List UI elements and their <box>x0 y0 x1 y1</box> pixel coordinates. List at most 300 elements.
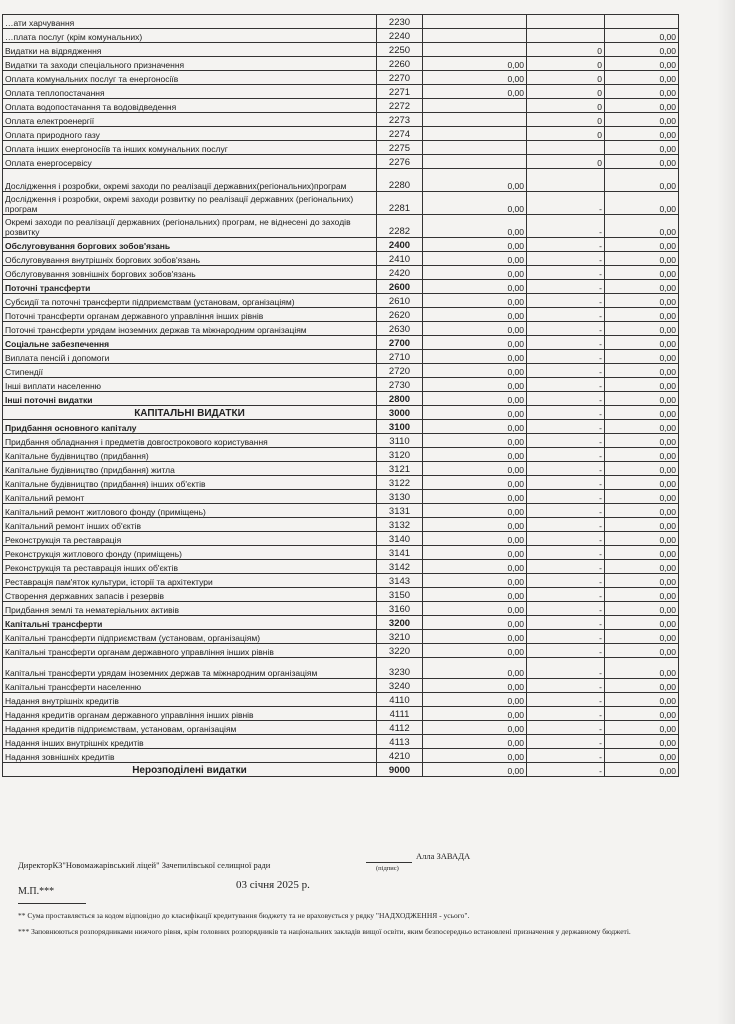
row-name-cell: Стипендії <box>3 364 377 378</box>
row-value-col2: 0,00 <box>423 252 527 266</box>
row-value-col4: 0,00 <box>605 434 679 448</box>
row-value-col2: 0,00 <box>423 448 527 462</box>
row-value-col4: 0,00 <box>605 127 679 141</box>
row-value-col3: - <box>527 392 605 406</box>
table-row <box>3 15 679 29</box>
budget-table-body <box>3 15 679 777</box>
row-value-col4: 0,00 <box>605 378 679 392</box>
row-value-col4: 0,00 <box>605 71 679 85</box>
row-name-cell: Соціальне забезпечення <box>3 336 377 350</box>
row-code-cell: 2630 <box>377 322 423 336</box>
row-code-cell: 4111 <box>377 707 423 721</box>
row-code-cell: 9000 <box>377 763 423 777</box>
row-name-cell: Надання кредитів підприємствам, установам, організаціям <box>3 721 377 735</box>
row-value-col3: - <box>527 735 605 749</box>
row-value-col3: - <box>527 560 605 574</box>
row-value-col2: 0,00 <box>423 546 527 560</box>
row-value-col3: 0 <box>527 57 605 71</box>
row-value-col4: 0,00 <box>605 504 679 518</box>
row-value-col3: 0 <box>527 155 605 169</box>
row-name-cell: Надання кредитів органам державного управління інших рівнів <box>3 707 377 721</box>
row-value-col2: 0,00 <box>423 406 527 420</box>
row-name-cell: Дослідження і розробки, окремі заходи розвитку по реалізації державних (регіональних) програм <box>3 192 377 215</box>
row-code-cell: 2270 <box>377 71 423 85</box>
row-value-col3: - <box>527 658 605 679</box>
row-code-cell: 2620 <box>377 308 423 322</box>
row-code-cell: 3140 <box>377 532 423 546</box>
row-value-col2: 0,00 <box>423 602 527 616</box>
table-row <box>3 588 679 602</box>
row-name-cell: Оплата водопостачання та водовідведення <box>3 99 377 113</box>
row-code-cell: 3142 <box>377 560 423 574</box>
row-value-col3: - <box>527 434 605 448</box>
row-code-cell: 3121 <box>377 462 423 476</box>
row-name-cell: Оплата енергосервісу <box>3 155 377 169</box>
row-name-cell: Оплата інших енергоносіїв та інших комунальних послуг <box>3 141 377 155</box>
row-value-col4: 0,00 <box>605 322 679 336</box>
row-value-col2: 0,00 <box>423 504 527 518</box>
row-value-col4: 0,00 <box>605 252 679 266</box>
row-value-col3: - <box>527 616 605 630</box>
row-name-cell: Субсидії та поточні трансферти підприємствам (установам, організаціям) <box>3 294 377 308</box>
page-shadow <box>717 0 735 1024</box>
row-value-col3: 0 <box>527 43 605 57</box>
table-row <box>3 658 679 679</box>
row-value-col3 <box>527 169 605 192</box>
table-row <box>3 85 679 99</box>
table-row <box>3 574 679 588</box>
row-name-cell: Реконструкція житлового фонду (приміщень) <box>3 546 377 560</box>
table-row <box>3 364 679 378</box>
row-name-cell: Капітальне будівництво (придбання) житла <box>3 462 377 476</box>
row-value-col4: 0,00 <box>605 679 679 693</box>
row-name-cell: Видатки та заходи спеціального призначення <box>3 57 377 71</box>
row-value-col2: 0,00 <box>423 280 527 294</box>
row-value-col2: 0,00 <box>423 532 527 546</box>
row-value-col3: - <box>527 280 605 294</box>
row-value-col2: 0,00 <box>423 560 527 574</box>
row-code-cell: 3122 <box>377 476 423 490</box>
row-value-col2: 0,00 <box>423 294 527 308</box>
table-row <box>3 679 679 693</box>
row-value-col4: 0,00 <box>605 364 679 378</box>
row-code-cell: 4110 <box>377 693 423 707</box>
row-name-cell: Видатки на відрядження <box>3 43 377 57</box>
row-value-col3: - <box>527 546 605 560</box>
signatory-name: Алла ЗАВАДА <box>416 851 471 861</box>
table-row <box>3 546 679 560</box>
row-value-col4: 0,00 <box>605 735 679 749</box>
director-line: ДиректорКЗ"Новомажарівський ліцей" Зачепилівської селищної ради <box>18 860 271 870</box>
row-value-col4: 0,00 <box>605 693 679 707</box>
row-value-col4: 0,00 <box>605 574 679 588</box>
row-value-col4: 0,00 <box>605 560 679 574</box>
table-row <box>3 266 679 280</box>
table-row <box>3 322 679 336</box>
row-value-col2: 0,00 <box>423 85 527 99</box>
row-value-col3: 0 <box>527 85 605 99</box>
table-row <box>3 476 679 490</box>
table-row <box>3 735 679 749</box>
row-value-col2: 0,00 <box>423 192 527 215</box>
row-value-col3: - <box>527 238 605 252</box>
row-value-col4: 0,00 <box>605 57 679 71</box>
row-name-cell: Придбання обладнання і предметів довгострокового користування <box>3 434 377 448</box>
row-code-cell: 2800 <box>377 392 423 406</box>
row-value-col2: 0,00 <box>423 476 527 490</box>
row-value-col2: 0,00 <box>423 364 527 378</box>
row-name-cell: Надання зовнішніх кредитів <box>3 749 377 763</box>
row-value-col3: - <box>527 406 605 420</box>
row-value-col4: 0,00 <box>605 238 679 252</box>
row-value-col3: - <box>527 364 605 378</box>
row-code-cell: 3240 <box>377 679 423 693</box>
row-value-col2: 0,00 <box>423 763 527 777</box>
table-row <box>3 434 679 448</box>
row-value-col3: - <box>527 693 605 707</box>
table-row <box>3 763 679 777</box>
row-code-cell: 2230 <box>377 15 423 29</box>
row-value-col3: - <box>527 532 605 546</box>
row-code-cell: 4113 <box>377 735 423 749</box>
row-value-col4: 0,00 <box>605 616 679 630</box>
table-row <box>3 630 679 644</box>
row-value-col2: 0,00 <box>423 322 527 336</box>
row-code-cell: 2710 <box>377 350 423 364</box>
row-name-cell: Капітальні трансферти підприємствам (установам, організаціям) <box>3 630 377 644</box>
row-value-col4: 0,00 <box>605 602 679 616</box>
table-row <box>3 518 679 532</box>
row-name-cell: Поточні трансферти урядам іноземних держав та міжнародним організаціям <box>3 322 377 336</box>
row-name-cell: Оплата комунальних послуг та енергоносіїв <box>3 71 377 85</box>
table-row <box>3 336 679 350</box>
row-value-col4: 0,00 <box>605 99 679 113</box>
row-value-col4: 0,00 <box>605 294 679 308</box>
row-value-col3: - <box>527 448 605 462</box>
row-code-cell: 2273 <box>377 113 423 127</box>
row-value-col2: 0,00 <box>423 490 527 504</box>
table-row <box>3 406 679 420</box>
row-value-col3: - <box>527 518 605 532</box>
row-value-col2: 0,00 <box>423 350 527 364</box>
row-value-col3: - <box>527 749 605 763</box>
row-value-col2: 0,00 <box>423 630 527 644</box>
table-row <box>3 113 679 127</box>
row-name-cell: Капітальні трансферти населенню <box>3 679 377 693</box>
row-code-cell: 2600 <box>377 280 423 294</box>
row-name-cell: Нерозподілені видатки <box>3 763 377 777</box>
table-row <box>3 57 679 71</box>
row-value-col3 <box>527 141 605 155</box>
row-code-cell: 2250 <box>377 43 423 57</box>
row-code-cell: 2275 <box>377 141 423 155</box>
row-value-col3: - <box>527 707 605 721</box>
row-value-col3: 0 <box>527 71 605 85</box>
row-name-cell: Оплата електроенергії <box>3 113 377 127</box>
row-value-col3: - <box>527 322 605 336</box>
row-value-col3: - <box>527 462 605 476</box>
row-value-col4: 0,00 <box>605 215 679 238</box>
row-value-col2: 0,00 <box>423 749 527 763</box>
table-row <box>3 252 679 266</box>
row-name-cell: Інші поточні видатки <box>3 392 377 406</box>
row-value-col4: 0,00 <box>605 406 679 420</box>
row-value-col3: - <box>527 504 605 518</box>
row-name-cell: Поточні трансферти органам державного управління інших рівнів <box>3 308 377 322</box>
table-row <box>3 43 679 57</box>
row-name-cell: Придбання землі та нематеріальних активів <box>3 602 377 616</box>
row-code-cell: 2271 <box>377 85 423 99</box>
table-row <box>3 448 679 462</box>
row-value-col4: 0,00 <box>605 763 679 777</box>
footnote-1: ** Сума проставляється за кодом відповідно до класифікації кредитування бюджету та не враховується у рядку "НАДХОДЖЕННЯ - усього". <box>18 911 470 920</box>
row-name-cell: Капітальні трансферти урядам іноземних держав та міжнародним організаціям <box>3 658 377 679</box>
row-name-cell: Реконструкція та реставрація <box>3 532 377 546</box>
table-row <box>3 749 679 763</box>
row-value-col3: - <box>527 476 605 490</box>
row-value-col3 <box>527 29 605 43</box>
row-value-col3: - <box>527 574 605 588</box>
row-code-cell: 2280 <box>377 169 423 192</box>
row-value-col4: 0,00 <box>605 43 679 57</box>
table-row <box>3 169 679 192</box>
row-value-col3: - <box>527 602 605 616</box>
row-value-col3: - <box>527 266 605 280</box>
row-value-col4: 0,00 <box>605 644 679 658</box>
row-value-col4: 0,00 <box>605 462 679 476</box>
table-row <box>3 71 679 85</box>
row-value-col4: 0,00 <box>605 448 679 462</box>
row-value-col4: 0,00 <box>605 749 679 763</box>
table-row <box>3 192 679 215</box>
row-value-col2: 0,00 <box>423 434 527 448</box>
row-code-cell: 2720 <box>377 364 423 378</box>
row-value-col2: 0,00 <box>423 679 527 693</box>
row-code-cell: 3120 <box>377 448 423 462</box>
row-code-cell: 3132 <box>377 518 423 532</box>
row-name-cell: Оплата природного газу <box>3 127 377 141</box>
row-value-col2 <box>423 141 527 155</box>
row-value-col3 <box>527 15 605 29</box>
table-row <box>3 141 679 155</box>
row-value-col3: - <box>527 294 605 308</box>
row-value-col4: 0,00 <box>605 113 679 127</box>
row-code-cell: 4112 <box>377 721 423 735</box>
row-code-cell: 3131 <box>377 504 423 518</box>
row-value-col2: 0,00 <box>423 644 527 658</box>
row-value-col4: 0,00 <box>605 721 679 735</box>
row-value-col3: - <box>527 336 605 350</box>
table-row <box>3 127 679 141</box>
row-code-cell: 2700 <box>377 336 423 350</box>
row-value-col3: - <box>527 763 605 777</box>
row-code-cell: 4210 <box>377 749 423 763</box>
table-row <box>3 215 679 238</box>
row-name-cell: Капітальний ремонт <box>3 490 377 504</box>
table-row <box>3 350 679 364</box>
row-name-cell: Окремі заходи по реалізації державних (регіональних) програм, не віднесені до заходів розвитку <box>3 215 377 238</box>
row-code-cell: 3000 <box>377 406 423 420</box>
row-code-cell: 3130 <box>377 490 423 504</box>
row-name-cell: Капітальне будівництво (придбання) інших об'єктів <box>3 476 377 490</box>
row-name-cell: Дослідження і розробки, окремі заходи по реалізації державних(регіональних)програм <box>3 169 377 192</box>
document-date: 03 січня 2025 р. <box>236 879 310 891</box>
row-value-col2 <box>423 15 527 29</box>
row-name-cell: Надання внутрішніх кредитів <box>3 693 377 707</box>
row-value-col3: - <box>527 420 605 434</box>
row-value-col3: - <box>527 588 605 602</box>
signature-caption: (підпис) <box>376 865 399 872</box>
table-row <box>3 602 679 616</box>
table-row <box>3 693 679 707</box>
row-name-cell: Реконструкція та реставрація інших об'єктів <box>3 560 377 574</box>
row-value-col3: - <box>527 644 605 658</box>
row-value-col4: 0,00 <box>605 532 679 546</box>
row-value-col2 <box>423 99 527 113</box>
table-row <box>3 155 679 169</box>
row-value-col3: 0 <box>527 127 605 141</box>
row-name-cell: Капітальне будівництво (придбання) <box>3 448 377 462</box>
table-row <box>3 294 679 308</box>
row-name-cell: Інші виплати населенню <box>3 378 377 392</box>
row-name-cell: Придбання основного капіталу <box>3 420 377 434</box>
row-name-cell: Обслуговування боргових зобов'язань <box>3 238 377 252</box>
row-value-col2: 0,00 <box>423 392 527 406</box>
row-value-col4 <box>605 15 679 29</box>
table-row <box>3 707 679 721</box>
row-value-col2 <box>423 29 527 43</box>
row-value-col3: - <box>527 350 605 364</box>
row-value-col4: 0,00 <box>605 588 679 602</box>
row-value-col3: 0 <box>527 113 605 127</box>
table-row <box>3 532 679 546</box>
row-name-cell: Надання інших внутрішніх кредитів <box>3 735 377 749</box>
row-value-col2: 0,00 <box>423 215 527 238</box>
row-code-cell: 3143 <box>377 574 423 588</box>
row-value-col4: 0,00 <box>605 707 679 721</box>
row-value-col4: 0,00 <box>605 155 679 169</box>
budget-table <box>2 14 679 777</box>
row-value-col3: - <box>527 308 605 322</box>
row-value-col4: 0,00 <box>605 266 679 280</box>
row-value-col4: 0,00 <box>605 630 679 644</box>
row-value-col4: 0,00 <box>605 392 679 406</box>
row-name-cell: Створення державних запасів і резервів <box>3 588 377 602</box>
row-value-col2: 0,00 <box>423 378 527 392</box>
row-code-cell: 2274 <box>377 127 423 141</box>
table-row <box>3 560 679 574</box>
signature-line <box>366 862 412 863</box>
row-value-col2: 0,00 <box>423 658 527 679</box>
row-value-col3: - <box>527 679 605 693</box>
row-value-col2: 0,00 <box>423 707 527 721</box>
row-code-cell: 3200 <box>377 616 423 630</box>
table-row <box>3 490 679 504</box>
row-name-cell: Реставрація пам'яток культури, історії та архітектури <box>3 574 377 588</box>
table-row <box>3 420 679 434</box>
row-value-col2 <box>423 113 527 127</box>
footnote-2: *** Заповнюються розпорядниками нижчого рівня, крім головних розпорядників та національних закладів вищої освіти, яким безпосередньо встановлені призначення у державному бюджеті. <box>18 927 631 936</box>
row-value-col3: - <box>527 490 605 504</box>
row-value-col4: 0,00 <box>605 85 679 99</box>
row-code-cell: 2400 <box>377 238 423 252</box>
row-value-col2: 0,00 <box>423 616 527 630</box>
table-row <box>3 29 679 43</box>
row-code-cell: 2240 <box>377 29 423 43</box>
row-value-col2: 0,00 <box>423 308 527 322</box>
row-name-cell: Оплата теплопостачання <box>3 85 377 99</box>
row-value-col4: 0,00 <box>605 280 679 294</box>
row-value-col4: 0,00 <box>605 658 679 679</box>
table-row <box>3 378 679 392</box>
row-code-cell: 2730 <box>377 378 423 392</box>
row-code-cell: 2281 <box>377 192 423 215</box>
table-row <box>3 99 679 113</box>
row-value-col2: 0,00 <box>423 169 527 192</box>
row-value-col2: 0,00 <box>423 518 527 532</box>
row-code-cell: 2610 <box>377 294 423 308</box>
row-value-col2: 0,00 <box>423 721 527 735</box>
row-value-col2: 0,00 <box>423 71 527 85</box>
row-code-cell: 3160 <box>377 602 423 616</box>
row-value-col2: 0,00 <box>423 266 527 280</box>
table-row <box>3 462 679 476</box>
table-row <box>3 504 679 518</box>
row-value-col2: 0,00 <box>423 420 527 434</box>
row-name-cell: Капітальний ремонт інших об'єктів <box>3 518 377 532</box>
row-value-col3: 0 <box>527 99 605 113</box>
row-value-col4: 0,00 <box>605 169 679 192</box>
row-code-cell: 2260 <box>377 57 423 71</box>
row-code-cell: 2410 <box>377 252 423 266</box>
table-row <box>3 280 679 294</box>
row-value-col2: 0,00 <box>423 462 527 476</box>
row-code-cell: 3210 <box>377 630 423 644</box>
row-name-cell: …плата послуг (крім комунальних) <box>3 29 377 43</box>
row-value-col2: 0,00 <box>423 336 527 350</box>
row-value-col2: 0,00 <box>423 735 527 749</box>
row-value-col3: - <box>527 721 605 735</box>
row-name-cell: Обслуговування зовнішніх боргових зобов'язань <box>3 266 377 280</box>
table-row <box>3 238 679 252</box>
row-value-col4: 0,00 <box>605 490 679 504</box>
row-value-col4: 0,00 <box>605 420 679 434</box>
row-name-cell: …ати харчування <box>3 15 377 29</box>
row-code-cell: 3230 <box>377 658 423 679</box>
row-value-col2: 0,00 <box>423 238 527 252</box>
row-name-cell: Капітальні трансферти <box>3 616 377 630</box>
row-value-col4: 0,00 <box>605 476 679 490</box>
row-name-cell: КАПІТАЛЬНІ ВИДАТКИ <box>3 406 377 420</box>
row-code-cell: 3150 <box>377 588 423 602</box>
footnote-divider <box>18 903 86 904</box>
row-value-col4: 0,00 <box>605 29 679 43</box>
row-code-cell: 3110 <box>377 434 423 448</box>
row-value-col3: - <box>527 252 605 266</box>
row-value-col2 <box>423 127 527 141</box>
row-value-col2: 0,00 <box>423 588 527 602</box>
row-value-col2: 0,00 <box>423 693 527 707</box>
row-code-cell: 3100 <box>377 420 423 434</box>
row-value-col3: - <box>527 378 605 392</box>
table-row <box>3 721 679 735</box>
table-row <box>3 392 679 406</box>
row-name-cell: Капітальний ремонт житлового фонду (приміщень) <box>3 504 377 518</box>
row-value-col4: 0,00 <box>605 192 679 215</box>
row-code-cell: 3220 <box>377 644 423 658</box>
row-value-col3: - <box>527 192 605 215</box>
table-row <box>3 644 679 658</box>
